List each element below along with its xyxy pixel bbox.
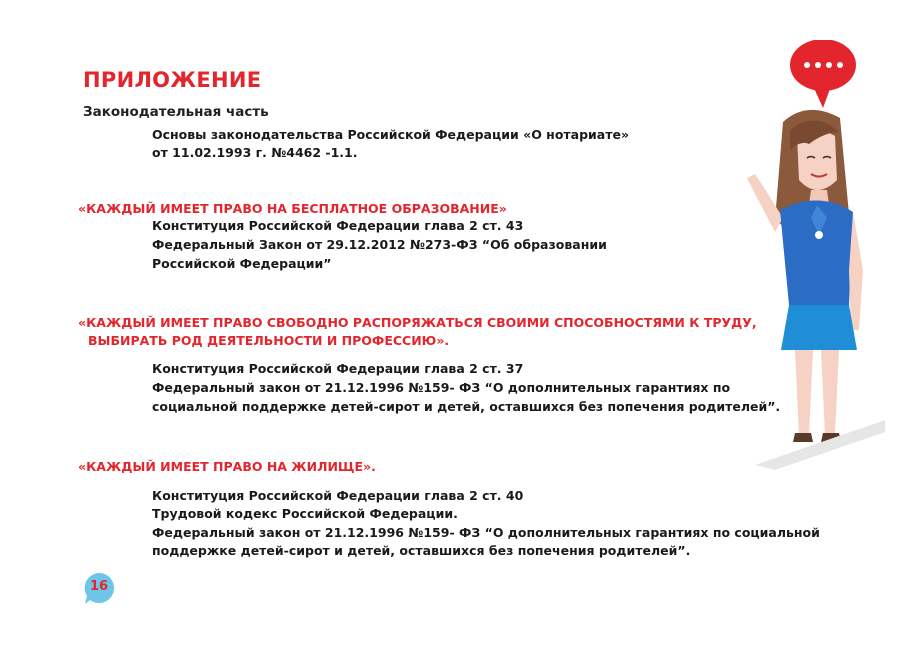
section-line: социальной поддержке детей-сирот и детей, оставшихся без попечения родителей”. xyxy=(152,399,781,414)
section-line: Российской Федерации” xyxy=(152,256,332,271)
section-line: Федеральный Закон от 29.12.2012 №273-ФЗ “Об образовании xyxy=(152,237,607,252)
section-line: Трудовой кодекс Российской Федерации. xyxy=(152,506,458,521)
page-title: ПРИЛОЖЕНИЕ xyxy=(83,68,262,92)
woman-illustration xyxy=(735,40,885,470)
page-number: 16 xyxy=(89,579,109,594)
section-line: поддержке детей-сирот и детей, оставшихся без попечения родителей”. xyxy=(152,543,691,558)
speech-bubble-icon xyxy=(790,40,856,108)
intro-line: Основы законодательства Российской Федерации «О нотариате» xyxy=(152,127,630,142)
section-heading-education: «КАЖДЫЙ ИМЕЕТ ПРАВО НА БЕСПЛАТНОЕ ОБРАЗОВАНИЕ» xyxy=(78,201,507,216)
section-line: Конституция Российской Федерации глава 2 ст. 37 xyxy=(152,361,524,376)
section-subtitle: Законодательная часть xyxy=(83,104,269,120)
section-line: Конституция Российской Федерации глава 2 ст. 43 xyxy=(152,218,524,233)
section-heading-labor: «КАЖДЫЙ ИМЕЕТ ПРАВО СВОБОДНО РАСПОРЯЖАТЬСЯ СВОИМИ СПОСОБНОСТЯМИ К ТРУДУ, xyxy=(78,315,757,330)
section-line: Конституция Российской Федерации глава 2 ст. 40 xyxy=(152,488,524,503)
intro-line: от 11.02.1993 г. №4462 -1.1. xyxy=(152,145,358,160)
section-heading-labor-cont: ВЫБИРАТЬ РОД ДЕЯТЕЛЬНОСТИ И ПРОФЕССИЮ». xyxy=(88,333,450,348)
section-line: Федеральный закон от 21.12.1996 №159- ФЗ “О дополнительных гарантиях по xyxy=(152,380,731,395)
section-heading-housing: «КАЖДЫЙ ИМЕЕТ ПРАВО НА ЖИЛИЩЕ». xyxy=(78,459,376,474)
section-line: Федеральный закон от 21.12.1996 №159- ФЗ “О дополнительных гарантиях по социальной xyxy=(152,525,820,540)
